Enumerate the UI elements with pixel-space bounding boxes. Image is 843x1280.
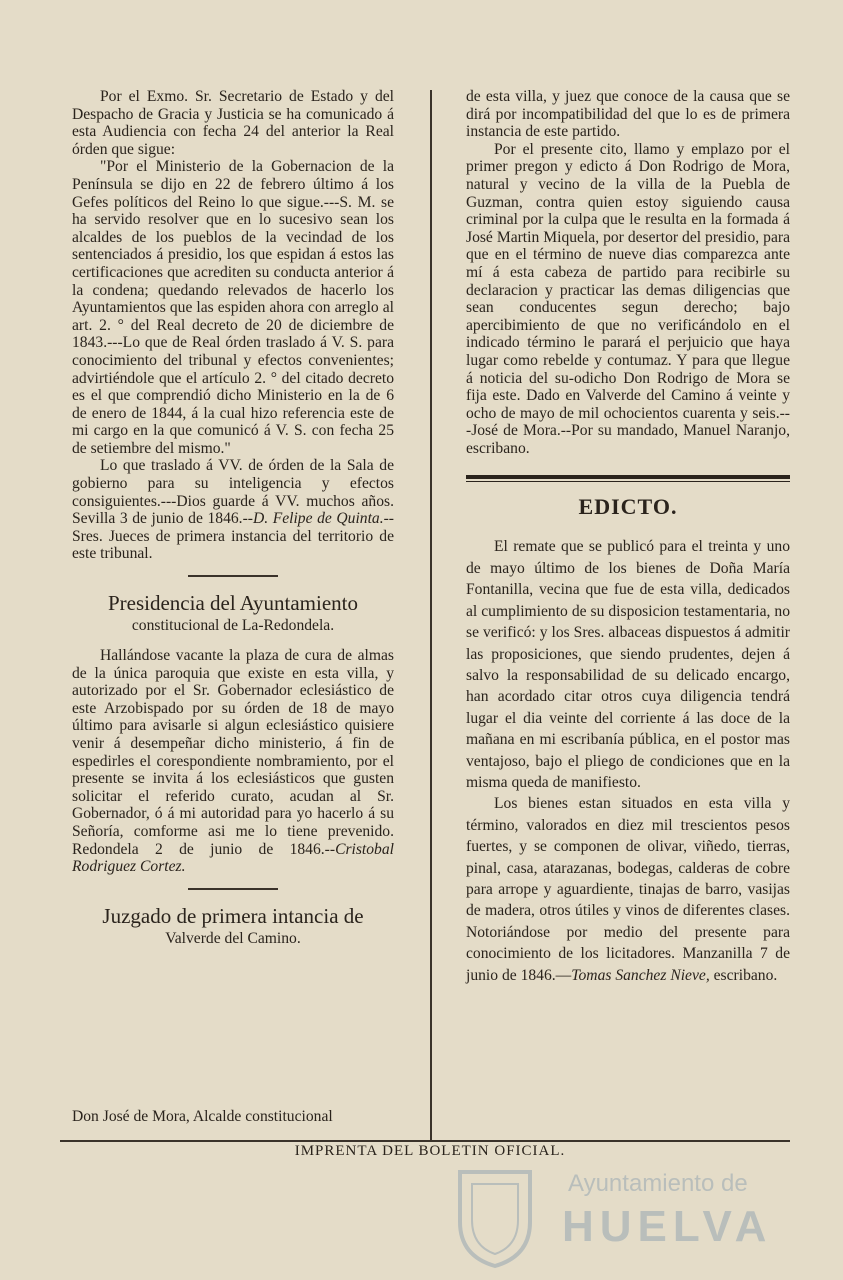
- presidencia-subtitle: constitucional de La-Redondela.: [131, 617, 335, 635]
- juzgado-continuation: de esta villa, y juez que conoce de la causa que se dirá por incompatibilidad del que lo es de primera instancia de este partido.: [466, 88, 790, 141]
- double-rule: [466, 475, 790, 482]
- column-divider: [430, 90, 432, 1140]
- ayuntamiento-watermark: [440, 1160, 800, 1270]
- edicto-body: [466, 536, 790, 986]
- edicto-p2-text: Los bienes estan situados en esta villa y término, valorados en diez mil trescientos pesos fuertes, y se componen de olivar, viñedo, tierras, pinal, casa, atarazanas, bodegas, calderas de cobre para arrope y aguardiente, tinajas de barro, vasijas de madera, otros útiles y vinos de diferentes clases. Notoriándose por medio del presente para conocimiento de los licitadores. Manzanilla 7 de junio de 1846.—: [466, 795, 790, 984]
- edicto-paragraph-2: [466, 793, 790, 986]
- juzgado-subtitle: Valverde del Camino.: [165, 929, 301, 947]
- right-column: [466, 88, 790, 986]
- imprenta-line: IMPRENTA DEL BOLETIN OFICIAL.: [294, 1143, 566, 1159]
- section-rule: [188, 575, 278, 577]
- real-orden-intro: Por el Exmo. Sr. Secretario de Estado y del Despacho de Gracia y Justicia se ha comunicado á esta Audiencia con fecha 24 del anterior la Real órden que sigue:: [72, 88, 394, 158]
- traslado-tail: --Sres. Jueces de primera instancia del territorio de este tribunal.: [72, 510, 394, 563]
- footer-rule: [60, 1140, 790, 1142]
- presidencia-text: Hallándose vacante la plaza de cura de almas de la única paroquia que existe en esta villa, y autorizado por el Sr. Gobernador eclesiástico de este Arzobispado por su órden de 18 de mayo último para avisarle si algun eclesiástico quisiere venir á desempeñar dicho ministerio, á fin de espedirles el corespondiente nombramiento, por el presente se invita á los eclesiásticos que gusten solicitar el referido curato, acudan al Sr. Gobernador, ó á mi autoridad para yo hacerlo á su Señoría, comforme asi me lo tiene prevenido. Redondela 2 de junio de 1846.--: [72, 647, 394, 858]
- edicto-title: EDICTO.: [578, 494, 678, 520]
- edicto-paragraph-1: El remate que se publicó para el treinta y uno de mayo último de los bienes de Doña María Fontanilla, vecina que fue de esta villa, dedicados al cumplimiento de su disposicion testamentaria, no se verificó: y los Sres. albaceas dispuestos á admitir las proposiciones, que siendo prudentes, dejen á salvo la responsabilidad de su delicado encargo, han acordado citar otros cuya diligencia tendrá lugar el dia veinte del corriente á las doce de la mañana en mi escribanía pública, en el postor mas ventajoso, bajo el pliego de condiciones que en la misma queda de manifiesto.: [466, 538, 790, 791]
- traslado-paragraph: [72, 457, 394, 563]
- left-column: [72, 88, 394, 960]
- edicto-signature: Tomas Sanchez Nieve,: [571, 966, 710, 984]
- juzgado-first-line-wrap: [72, 1108, 394, 1126]
- presidencia-title: Presidencia del Ayuntamiento: [107, 591, 358, 616]
- section-rule-2: [188, 888, 278, 890]
- traslado-text: Lo que traslado á VV. de órden de la Sala de gobierno para su inteligencia y efectos consiguientes.---Dios guarde á VV. muchos años. Sevilla 3 de junio de 1846.--: [72, 457, 394, 528]
- juzgado-first-line: Don José de Mora, Alcalde constitucional: [72, 1108, 333, 1125]
- juzgado-citation: Por el presente cito, llamo y emplazo por el primer pregon y edicto á Don Rodrigo de Mora, natural y vecino de la villa de la Puebla de Guzman, contra quien estoy siguiendo causa criminal por la culpa que le resulta en la formada á José Martin Miquela, por desertor del presidio, para que en el término de nueve dias comparezca ante mí á esta cabeza de partido para recibirle su declaracion y practicar las demas diligencias que sean conducentes segun derecho; bajo apercibimiento de que no verificándolo en el indicado término le parará el perjuicio que haya lugar como rebelde y contumaz. Y para que llegue á noticia del su-odicho Don Rodrigo de Mora se fija este. Dado en Valverde del Camino á veinte y ocho de mayo de mil ochocientos cuarenta y seis.---José de Mora.--Por su mandado, Manuel Naranjo, escribano.: [466, 140, 790, 457]
- presidencia-body: [72, 647, 394, 876]
- watermark-line2: HUELVA: [562, 1202, 773, 1251]
- presidencia-signature: Cristobal Rodriguez Cortez.: [72, 840, 394, 876]
- watermark-line1: Ayuntamiento de: [568, 1170, 748, 1197]
- edicto-p2-tail: escribano.: [709, 966, 778, 984]
- real-orden-body: "Por el Ministerio de la Gobernacion de la Península se dijo en 22 de febrero último á los Gefes políticos del Reino lo que sigue.---S. M. se ha servido resolver que en lo sucesivo sean los alcaldes de los pueblos de la vecindad de los sentenciados á presidio, los que espidan á estos las certificaciones que acrediten su conducta anterior á la condena; quedando relevados de hacerlo los Ayuntamientos que las espiden ahora con arreglo al art. 2. ° del Real decreto de 20 de diciembre de 1843.---Lo que de Real órden traslado á V. S. para conocimiento del tribunal y efectos convenientes; advirtiéndole que el artículo 2. ° del citado decreto es el que comprendió dicho Ministerio en la de 6 de enero de 1844, á la cual hizo referencia este de mi cargo en la que comunicó á V. S. con fecha 25 de setiembre del mismo.": [72, 158, 394, 457]
- traslado-signature: D. Felipe de Quinta.: [252, 510, 384, 528]
- seal-icon: [440, 1160, 550, 1270]
- juzgado-title: Juzgado de primera intancia de: [102, 903, 364, 928]
